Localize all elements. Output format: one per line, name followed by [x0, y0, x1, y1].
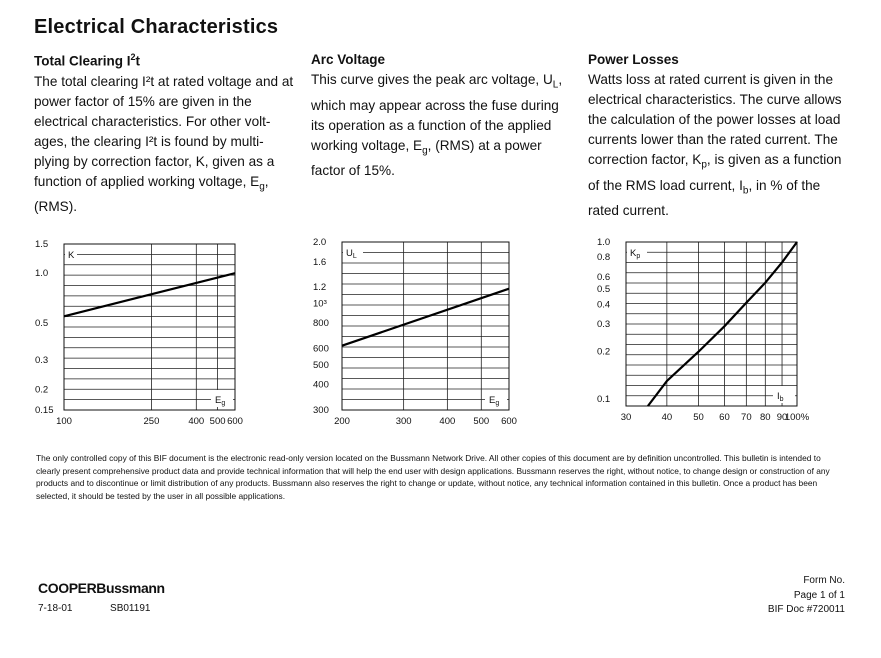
x-tick-label: 90 [776, 412, 788, 423]
y-tick-label: 400 [313, 379, 329, 391]
footer-left [38, 580, 165, 614]
x-tick-label: 40 [661, 412, 673, 423]
axis-symbol: $E_g$ [215, 395, 226, 407]
x-tick-label: 80 [760, 412, 771, 423]
y-tick-label: 0.15 [35, 405, 54, 416]
y-tick-label: 1.6 [313, 256, 327, 268]
x-tick-label: 600 [227, 416, 243, 427]
section-arc-voltage [311, 52, 567, 181]
y-tick-label: 0.3 [35, 355, 49, 367]
y-tick-label: 0.1 [597, 393, 611, 405]
curve-label: $K_p$ [630, 248, 641, 260]
axis-symbol: $I_b$ [777, 391, 784, 403]
y-tick-label: 1.0 [597, 237, 611, 248]
x-tick-label: 300 [395, 416, 412, 427]
company-logo: COOPERBussmann [38, 580, 165, 596]
axis-symbol: $E_g$ [489, 395, 500, 407]
section-total-clearing [34, 52, 296, 217]
y-tick-label: 0.8 [597, 252, 611, 264]
x-tick-label: 50 [693, 412, 704, 423]
x-tick-label: 400 [439, 416, 456, 427]
section-body: The total clearing I²t at rated voltage and at power factor of 15% are given in the electrical characteristics. For other volt-ages, the clearing I²t is found by multi-plying by correction factor, K, given as a function of applied working voltage, $E_g$, (RMS). [34, 73, 294, 215]
page-title: Electrical Characteristics [34, 16, 279, 38]
y-tick-label: 0.2 [35, 384, 49, 396]
x-tick-label: 500 [209, 416, 226, 427]
x-tick-label: 30 [620, 412, 632, 423]
y-tick-label: 800 [313, 318, 329, 330]
x-tick-label: 500 [473, 416, 490, 427]
y-tick-label: 0.5 [35, 318, 49, 330]
y-tick-label: 1.0 [35, 268, 49, 280]
x-tick-label: 60 [719, 412, 730, 423]
curve-label: K [68, 250, 75, 261]
y-tick-label: 1.2 [313, 282, 327, 294]
section-body: This curve gives the peak arc voltage, $U_L$, which may appear across the fuse during its operation as a function of the applied working voltage, $E_g$, (RMS) at a power factor of 15%. [311, 72, 563, 179]
chart-power-losses [592, 232, 832, 432]
x-tick-label: 250 [143, 416, 160, 427]
bif-doc: BIF Doc #720011 [767, 604, 845, 615]
curve-label: $U_L$ [346, 248, 357, 260]
section-heading: Power Losses [588, 52, 679, 67]
series-line [64, 273, 235, 316]
y-tick-label: 1.5 [35, 239, 49, 250]
footer-code: SB01191 [110, 603, 151, 614]
y-tick-label: 500 [313, 359, 329, 371]
section-heading: Arc Voltage [311, 52, 386, 67]
y-tick-label: 0.3 [597, 319, 611, 330]
x-tick-label: 600 [501, 416, 517, 427]
y-tick-label: 10³ [313, 298, 327, 310]
y-tick-label: 600 [313, 343, 329, 355]
x-tick-label: 70 [741, 412, 752, 423]
section-heading: Total Clearing $I^2t$ [34, 52, 141, 69]
x-tick-label: 100 [56, 416, 72, 427]
chart-arc-voltage [308, 232, 533, 432]
chart-k-factor [30, 232, 255, 432]
section-power-losses [588, 52, 842, 221]
footer-meta [38, 603, 165, 614]
y-tick-label: 0.4 [597, 299, 611, 311]
footer-right [768, 574, 845, 618]
section-body: Watts loss at rated current is given in the electrical characteristics. The curve allows the calculation of the power losses at load currents lower than the rated current. The correction factor, $K_p$, is given as a function of the RMS load current, $I_b$, in % of the rated current. [588, 72, 842, 219]
y-tick-label: 0.2 [597, 346, 611, 358]
y-tick-label: 2.0 [313, 237, 327, 248]
x-tick-label: 400 [188, 416, 205, 427]
footer-date: 7-18-01 [38, 603, 73, 614]
y-tick-label: 0.5 [597, 284, 611, 296]
series-line [342, 289, 509, 346]
form-no: Form No. [803, 575, 845, 586]
disclaimer: The only controlled copy of this BIF document is the electronic read-only version located on the Bussmann Network Drive. All other copies of this document are by definition uncontrolled. This bulletin is intended to clearly present comprehensive product data and provide technical information that will help the end user with design applications. Bussmann reserves the right, without notice, to change design or construction of any products and to discontinue or limit distribution of any products. Bussmann also reserves the right to change or update, without notice, any technical information contained in this bulletin. Once a product has been selected, it should be tested by the user in all possible applications. [36, 453, 830, 501]
x-tick-label: 100% [784, 412, 810, 423]
y-tick-label: 300 [313, 405, 329, 416]
x-tick-label: 200 [334, 416, 350, 427]
y-tick-label: 0.6 [597, 271, 611, 283]
page-number: Page 1 of 1 [793, 589, 845, 601]
